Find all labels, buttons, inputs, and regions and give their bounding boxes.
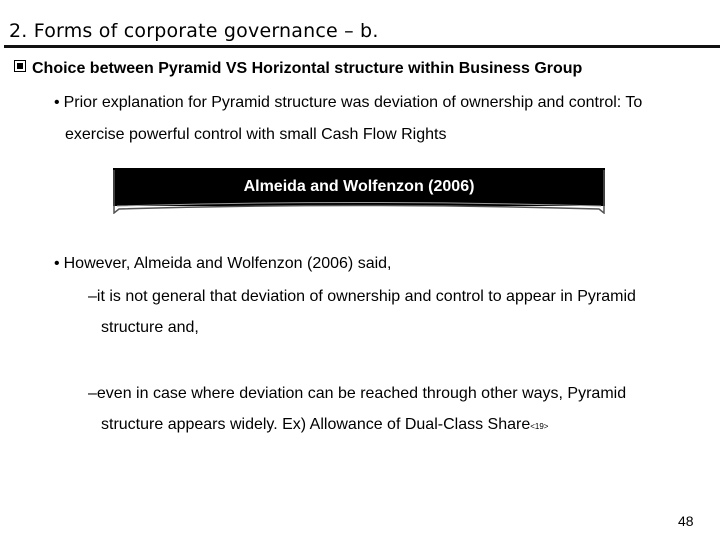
sub-bullet-2-line-2 [101, 416, 548, 434]
sub-bullet-1-line-1 [88, 288, 636, 306]
sub-bullet-1-line-2: structure and, [101, 319, 199, 336]
slide-title: 2. Forms of corporate governance – b. [9, 20, 379, 42]
bullet-1-line-2: exercise powerful control with small Cash Flow Rights [65, 126, 447, 143]
section-heading-text: Choice between Pyramid VS Horizontal structure within Business Group [32, 60, 583, 77]
citation-box-label: Almeida and Wolfenzon (2006) [243, 178, 475, 195]
dash-icon: – [88, 288, 97, 305]
page-number: 48 [678, 513, 694, 529]
dash-icon: – [88, 385, 97, 402]
square-bullet-icon [14, 60, 26, 72]
section-heading [14, 60, 582, 78]
bullet-dot-icon: • [54, 255, 60, 272]
bullet-1-text: Prior explanation for Pyramid structure was deviation of ownership and control: To [63, 94, 643, 111]
title-underline [4, 45, 720, 48]
sub-bullet-2-line-1 [88, 385, 626, 403]
sub-bullet-1-text: it is not general that deviation of ownership and control to appear in Pyramid [96, 288, 636, 305]
sub-bullet-2-text: even in case where deviation can be reached through other ways, Pyramid [96, 385, 627, 402]
bullet-1-line-1 [54, 94, 642, 112]
bullet-dot-icon: • [54, 94, 60, 111]
bullet-2-text: However, Almeida and Wolfenzon (2006) said, [63, 255, 392, 272]
sub-bullet-2-text-2: structure appears widely. Ex) Allowance of Dual-Class Share [101, 416, 531, 433]
footnote-ref: <19> [530, 422, 549, 431]
bullet-2-line [54, 255, 392, 273]
citation-box [113, 168, 605, 214]
